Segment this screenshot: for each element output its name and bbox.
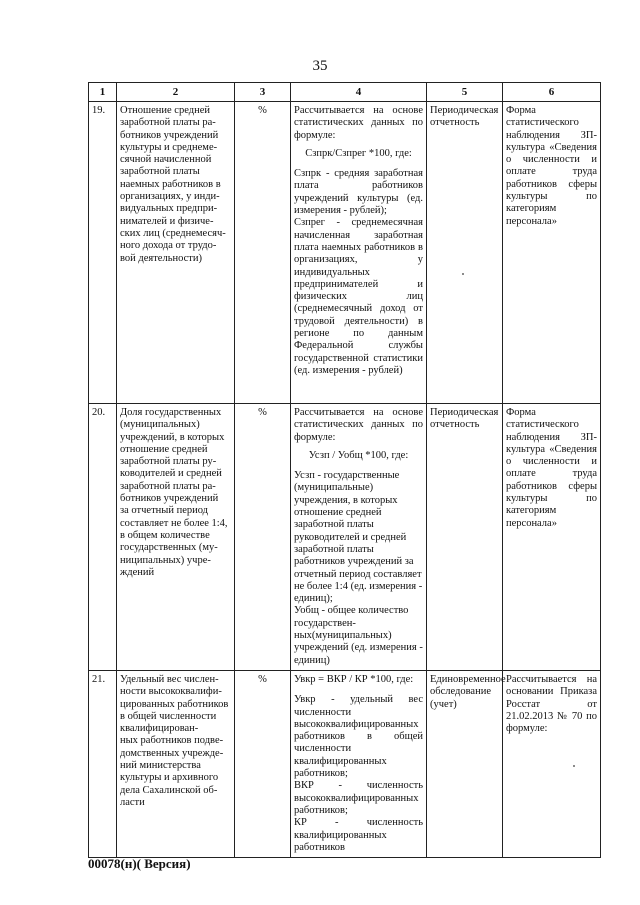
indicator-line: составляет не более 1:4, [120, 517, 228, 529]
scan-speck [462, 273, 464, 275]
indicator-cell [117, 670, 235, 857]
header-row [89, 83, 601, 102]
indicator-line: ских лиц (среднемесяч- [120, 227, 226, 239]
indicators-table [88, 82, 601, 858]
indicator-line: в общей численности [120, 710, 217, 722]
indicator-line: ниципальных) учре- [120, 554, 211, 566]
method-definition: Увкр - удельный вес численности высококвалифицированных работников в общей численности квалифицированных работников; [294, 694, 426, 780]
method-cell [291, 102, 427, 404]
indicator-line: Удельный вес числен- [120, 673, 219, 685]
table-row [89, 404, 601, 671]
source-cell: Форма статистического наблюдения ЗП-культура «Сведения о численности и оплате труда работников сферы культуры по категориям персонала» [503, 102, 601, 404]
indicator-line: за отчетный период [120, 505, 209, 517]
indicator-line: государственных (му- [120, 542, 218, 554]
indicator-line: ности высококвалифи- [120, 686, 222, 698]
indicator-line: ководителей и средней [120, 468, 222, 480]
indicator-line: ного дохода от трудо- [120, 240, 217, 252]
indicator-line: в общем количестве [120, 529, 210, 541]
indicator-line: заработной платы [120, 166, 200, 178]
unit-cell: % [235, 404, 291, 671]
indicator-line: вой деятельности) [120, 252, 202, 264]
formula: Увкр = ВКР / КР *100, где: [294, 673, 414, 685]
unit-cell: % [235, 670, 291, 857]
method-definition: Сзпрк - средняя заработная плата работников учреждений культуры (ед. измерения - рублей); [294, 168, 426, 217]
row-number: 20. [89, 404, 117, 671]
indicator-cell [117, 404, 235, 671]
indicator-line: дела Сахалинской об- [120, 784, 218, 796]
indicator-line: видуальных предпри- [120, 203, 218, 215]
indicator-line: ботников учреждений [120, 493, 219, 505]
formula: Сзпрк/Сзпрег *100, где: [305, 147, 412, 159]
method-definition: ВКР - численность высококвалифицированных работников; [294, 780, 426, 816]
column-header: 3 [235, 83, 291, 102]
indicator-line: организациях, у инди- [120, 191, 220, 203]
column-header: 6 [503, 83, 601, 102]
method-definition: Уобщ - общее количество государствен-ных(муниципальных) учреждений (ед. измерения - единиц) [294, 605, 426, 666]
indicator-line: ласти [120, 796, 145, 808]
indicator-cell [117, 102, 235, 404]
indicator-line: Отношение средней [120, 105, 210, 116]
method-definition: Сзпрег - среднемесячная начисленная заработная плата наемных работников в организациях, у индивидуальных предпринимателей и физических лиц (среднемесячный доход от трудовой деятельности) в регионе по данным Федеральной службы государственной статистики (ед. измерения - рублей) [294, 217, 426, 376]
row-number: 19. [89, 102, 117, 404]
indicator-line: нимателей и физиче- [120, 215, 214, 227]
indicator-line: культуры и архивного [120, 772, 219, 784]
table-row [89, 670, 601, 857]
row-number: 21. [89, 670, 117, 857]
indicator-line: наемных работников в [120, 178, 221, 190]
periodicity-cell: Периодическая отчетность [427, 102, 503, 404]
table-row [89, 102, 601, 404]
unit-cell: % [235, 102, 291, 404]
method-definition: КР - численность квалифицированных работников [294, 817, 426, 853]
indicator-line: заработной платы ра- [120, 117, 216, 129]
indicator-line: квалифицирован- [120, 723, 199, 735]
indicator-line: отношение средней [120, 443, 208, 455]
page-number: 35 [312, 58, 328, 74]
column-header: 4 [291, 83, 427, 102]
indicator-line: ботников учреждений [120, 129, 219, 141]
indicator-line: заработной платы ру- [120, 456, 217, 468]
indicator-line: культуры и среднеме- [120, 141, 218, 153]
method-definition: Усзп - государственные (муниципальные) учреждения, в которых отношение средней заработной платы руководителей и средней заработной платы работников учреждений за отчетный период составляет не более 1:4 (ед. измерения - единиц); [294, 470, 425, 605]
scan-speck [573, 765, 575, 767]
indicator-line: ний министерства [120, 760, 201, 772]
indicator-line: заработной платы ра- [120, 480, 216, 492]
source-cell: Рассчитывается на основании Приказа Росстат от 21.02.2013 № 70 по формуле: [503, 670, 601, 857]
indicator-line: ждений [120, 566, 155, 578]
indicator-line: учреждений, в которых [120, 431, 225, 443]
indicator-line: Доля государственных [120, 407, 222, 418]
column-header: 2 [117, 83, 235, 102]
method-cell [291, 670, 427, 857]
source-cell: Форма статистического наблюдения ЗП-культура «Сведения о численности и оплате труда работников сферы культуры по категориям персонала» [503, 404, 601, 671]
periodicity-cell: Периодическая отчетность [427, 404, 503, 671]
periodicity-cell: Единовременное обследование (учет) [427, 670, 503, 857]
indicator-line: домственных учрежде- [120, 747, 224, 759]
document-footer: 00078(н)( Версия) [88, 856, 191, 871]
formula: Усзп / Уобщ *100, где: [308, 449, 409, 461]
method-cell [291, 404, 427, 671]
indicator-line: (муниципальных) [120, 419, 200, 431]
column-header: 1 [89, 83, 117, 102]
indicator-line: ных работников подве- [120, 735, 224, 747]
method-intro: Рассчитывается на основе статистических данных по формуле: [294, 407, 426, 443]
column-header: 5 [427, 83, 503, 102]
method-intro: Рассчитывается на основе статистических данных по формуле: [294, 105, 426, 141]
indicator-line: цированных работников [120, 698, 229, 710]
indicator-line: сячной начисленной [120, 154, 212, 166]
